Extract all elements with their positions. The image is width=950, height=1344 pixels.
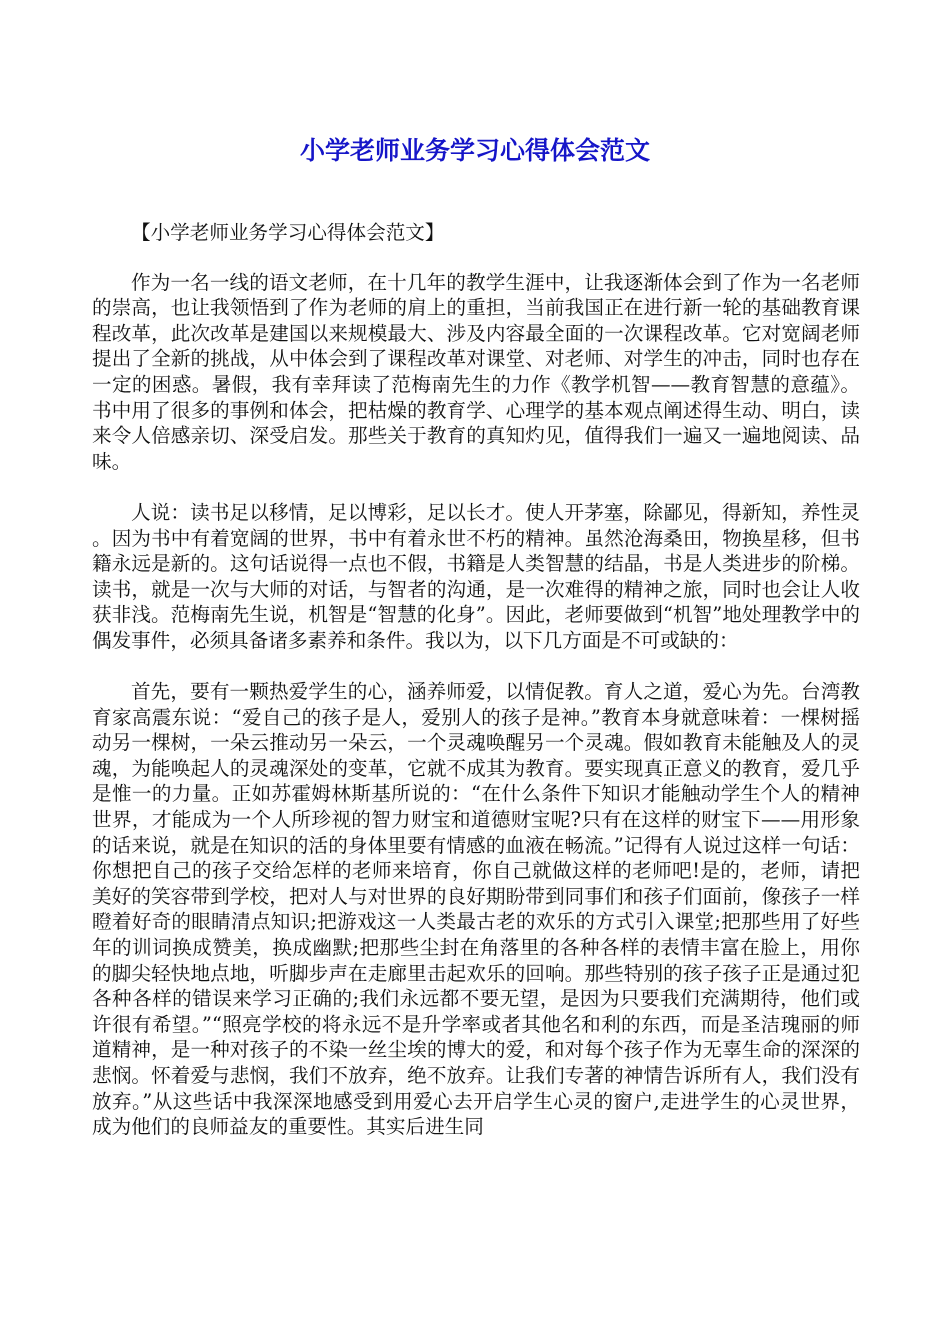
document-subheading: 【小学老师业务学习心得体会范文】: [131, 221, 445, 244]
document-body: [92, 220, 860, 1165]
document-title: 小学老师业务学习心得体会范文: [299, 136, 650, 165]
paragraph-3: 首先，要有一颗热爱学生的心，涵养师爱，以情促教。育人之道，爱心为先。台湾教育家高震东说：“爱自己的孩子是人，爱别人的孩子是神。”教育本身就意味着：一棵树摇动另一棵树，一朵云推动另一朵云，一个灵魂唤醒另一个灵魂。假如教育未能触及人的灵魂，为能唤起人的灵魂深处的变革，它就不成其为教育。要实现真正意义的教育，爱几乎是惟一的力量。正如苏霍姆林斯基所说的：“在什么条件下知识才能触动学生个人的精神世界，才能成为一个人所珍视的智力财宝和道德财宝呢?只有在这样的财宝下——用形象的话来说，就是在知识的活的身体里要有情感的血液在畅流。”记得有人说过这样一句话：你想把自己的孩子交给怎样的老师来培育，你自己就做这样的老师吧!是的，老师，请把美好的笑容带到学校，把对人与对世界的良好期盼带到同事们和孩子们面前，像孩子一样瞪着好奇的眼睛清点知识;把游戏这一人类最古老的欢乐的方式引入课堂;把那些用了好些年的训词换成赞美，换成幽默;把那些尘封在角落里的各种各样的表情丰富在脸上，用你的脚尖轻快地点地，听脚步声在走廊里击起欢乐的回响。那些特别的孩子孩子正是通过犯各种各样的错误来学习正确的;我们永远都不要无望，是因为只要我们充满期待，他们或许很有希望。”“照亮学校的将永远不是升学率或者其他名和利的东西，而是圣洁瑰丽的师道精神，是一种对孩子的不染一丝尘埃的博大的爱，和对每个孩子作为无辜生命的深深的悲悯。怀着爱与悲悯，我们不放弃，绝不放弃。让我们专著的神情告诉所有人，我们没有放弃。”从这些话中我深深地感受到用爱心去开启学生心灵的窗户,走进学生的心灵世界，成为他们的良师益友的重要性。其实后进生同: [92, 680, 860, 1139]
paragraph-2: 人说：读书足以移情，足以博彩，足以长才。使人开茅塞，除鄙见，得新知，养性灵。因为书中有着宽阔的世界，书中有着永世不朽的精神。虽然沧海桑田，物换星移，但书籍永远是新的。这句话说得一点也不假，书籍是人类智慧的结晶，书是人类进步的阶梯。读书，就是一次与大师的对话，与智者的沟通，是一次难得的精神之旅，同时也会让人收获非浅。范梅南先生说，机智是“智慧的化身”。因此，老师要做到“机智”地处理教学中的偶发事件，必须具备诸多素养和条件。我以为，以下几方面是不可或缺的：: [92, 500, 860, 652]
paragraph-1: 作为一名一线的语文老师，在十几年的教学生涯中，让我逐渐体会到了作为一名老师的崇高，也让我领悟到了作为老师的肩上的重担，当前我国正在进行新一轮的基础教育课程改革，此次改革是建国以来规模最大、涉及内容最全面的一次课程改革。它对宽阔老师提出了全新的挑战，从中体会到了课程改革对课堂、对老师、对学生的冲击，同时也存在一定的困惑。暑假，我有幸拜读了范梅南先生的力作《教学机智——教育智慧的意蕴》。书中用了很多的事例和体会，把枯燥的教育学、心理学的基本观点阐述得生动、明白，读来令人倍感亲切、深受启发。那些关于教育的真知灼见，值得我们一遍又一遍地阅读、品味。: [92, 270, 860, 473]
